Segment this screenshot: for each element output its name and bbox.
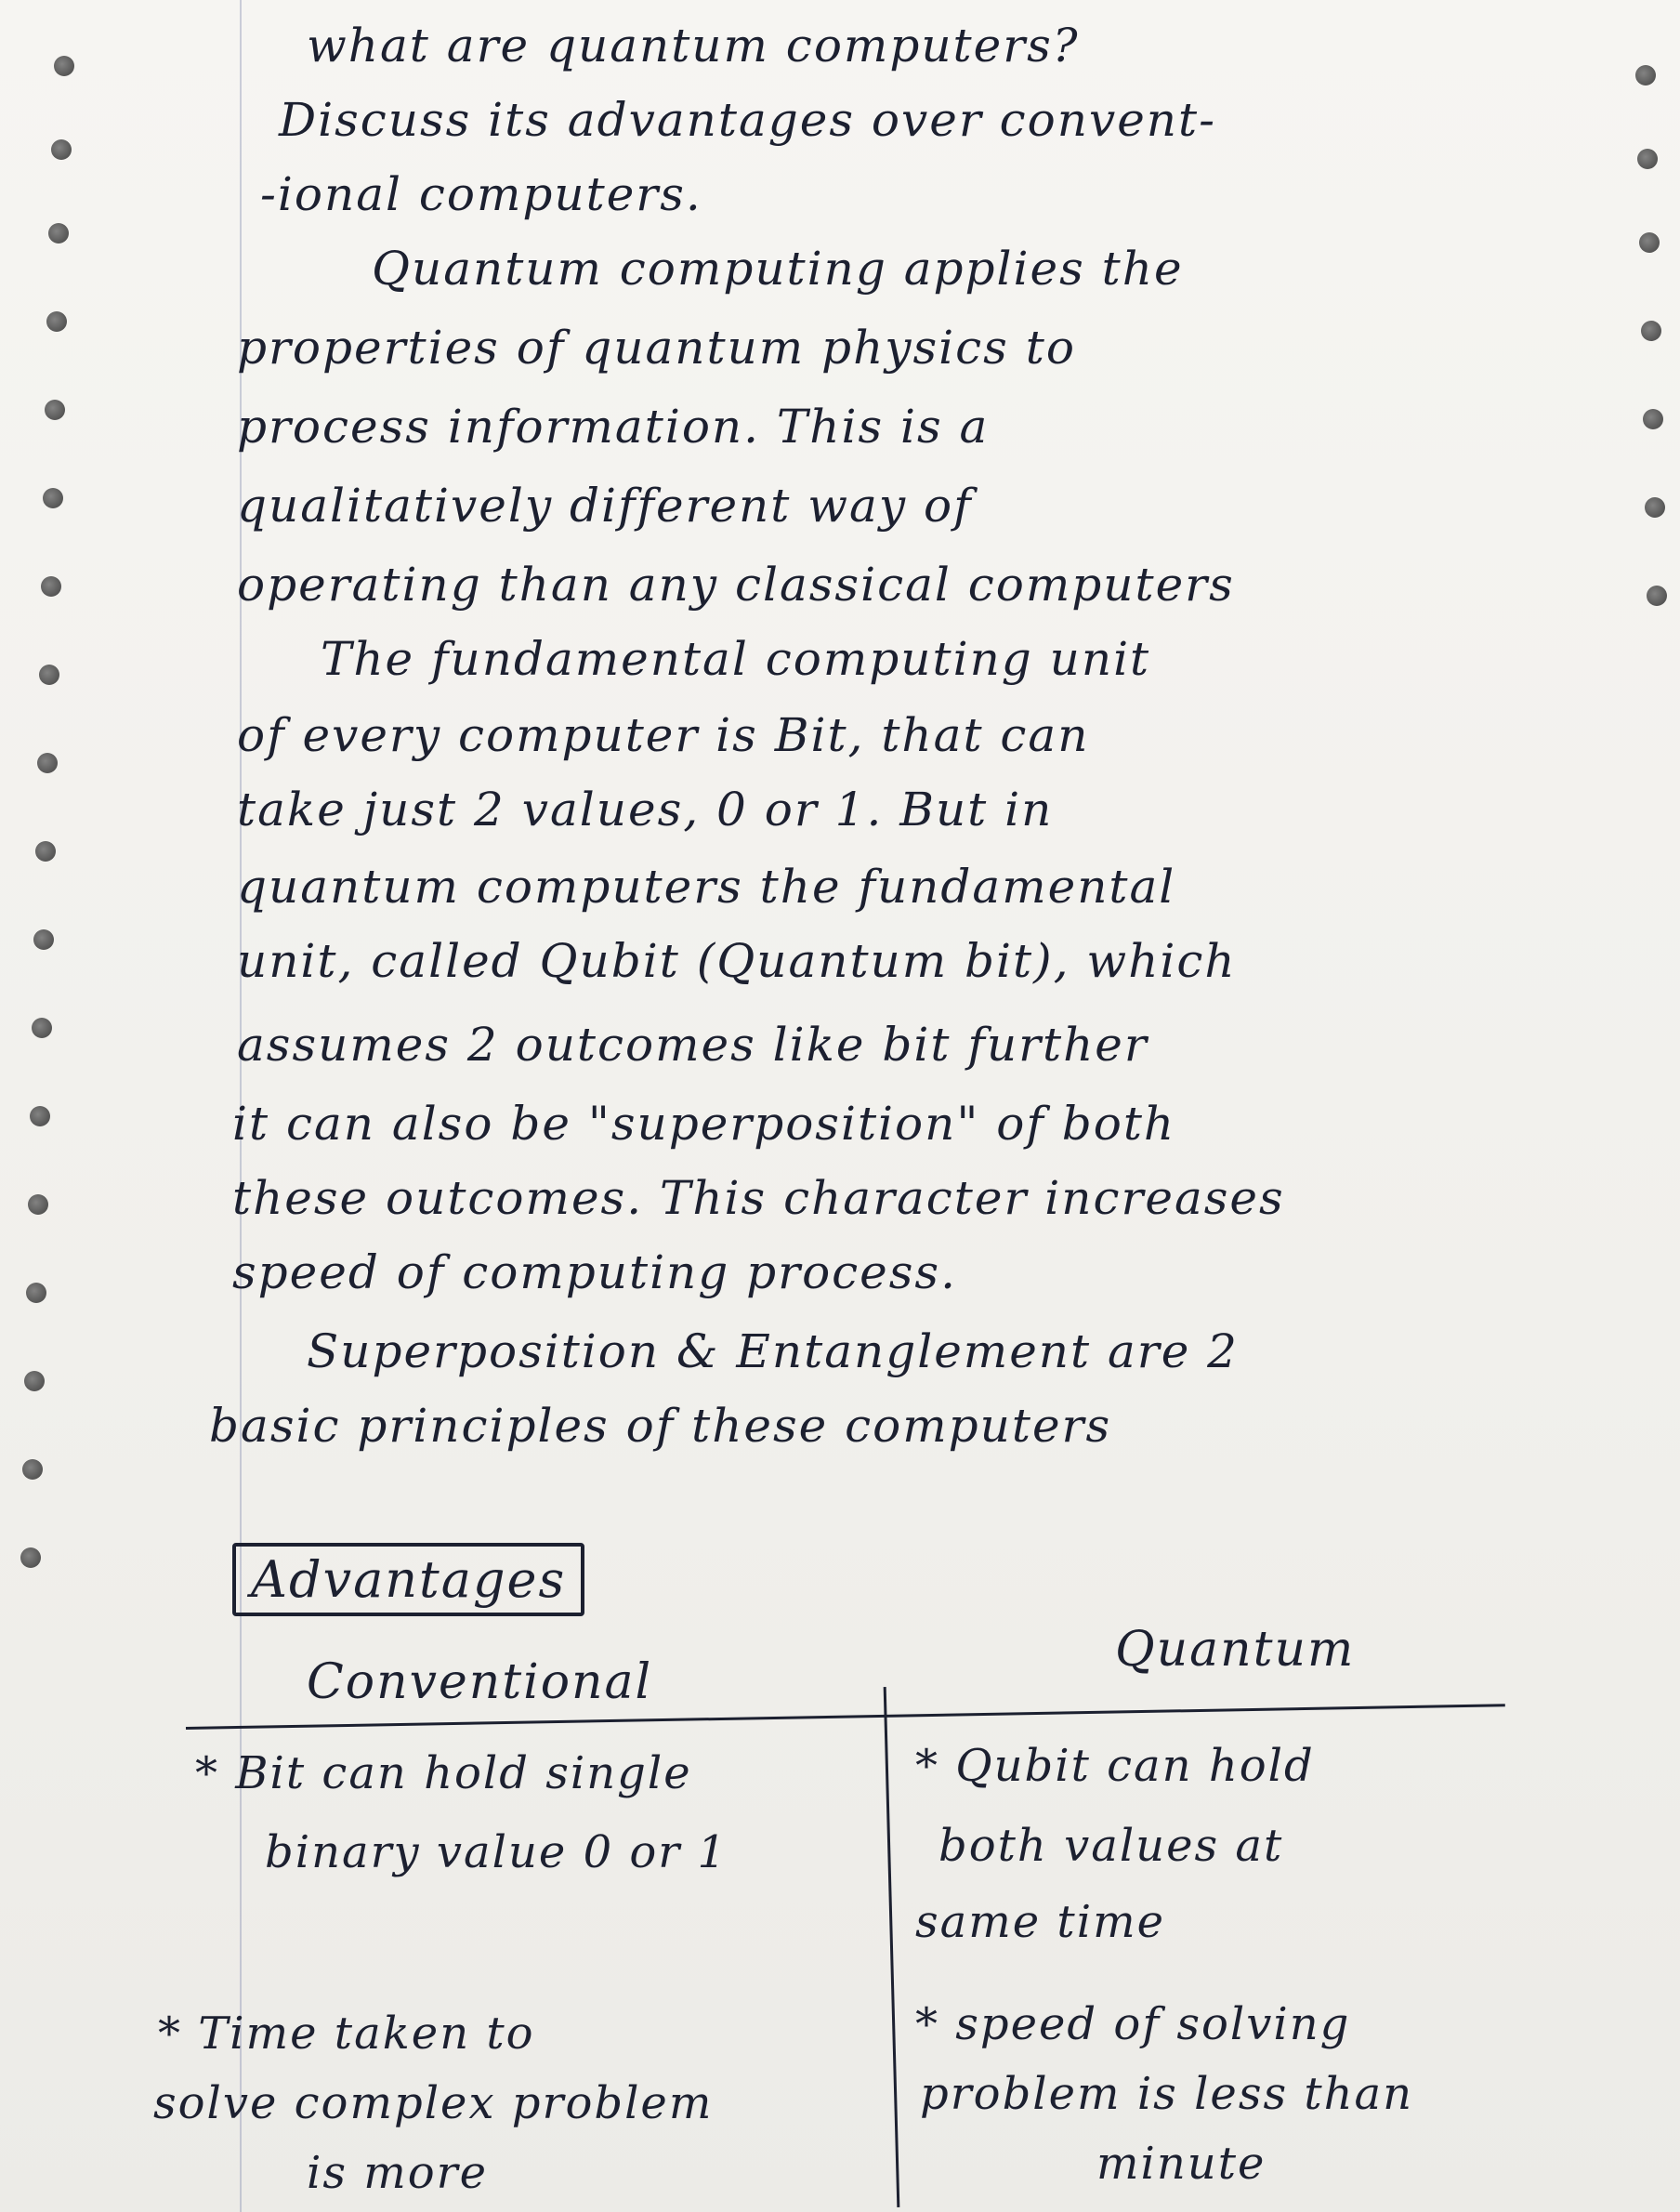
binding-hole: [22, 1459, 43, 1480]
answer-line: unit, called Qubit (Quantum bit), which: [237, 934, 1237, 988]
answer-line: The fundamental computing unit: [321, 632, 1151, 686]
answer-line: it can also be "superposition" of both: [232, 1097, 1176, 1151]
conventional-cell-line: * Time taken to: [158, 2008, 535, 2060]
quantum-cell-line: * Qubit can hold: [915, 1740, 1315, 1792]
binding-hole: [33, 929, 54, 950]
conventional-cell-line: is more: [307, 2147, 489, 2199]
answer-line: qualitatively different way of: [237, 479, 973, 533]
conventional-cell-line: solve complex problem: [153, 2077, 714, 2129]
conventional-cell-line: * Bit can hold single: [195, 1747, 692, 1799]
binding-hole: [1641, 321, 1661, 341]
answer-line: these outcomes. This character increases: [232, 1171, 1285, 1225]
binding-hole: [20, 1547, 41, 1568]
answer-line: of every computer is Bit, that can: [237, 708, 1090, 762]
quantum-cell-line: both values at: [938, 1820, 1284, 1872]
quantum-cell-line: minute: [1096, 2138, 1267, 2190]
quantum-cell-line: problem is less than: [920, 2068, 1414, 2120]
advantages-heading: Advantages: [232, 1543, 584, 1616]
question-line-3: -ional computers.: [260, 167, 702, 221]
binding-hole: [1637, 149, 1658, 169]
binding-hole: [30, 1106, 50, 1126]
quantum-column-header: Quantum: [1115, 1622, 1356, 1678]
question-line-1: what are quantum computers?: [307, 19, 1080, 72]
quantum-cell-line: same time: [915, 1896, 1165, 1948]
table-column-divider: [884, 1687, 900, 2207]
question-line-2: Discuss its advantages over convent-: [279, 93, 1216, 147]
binding-hole: [28, 1194, 48, 1215]
binding-hole: [45, 400, 65, 420]
binding-hole: [54, 56, 74, 76]
binding-hole: [37, 753, 58, 773]
answer-line: operating than any classical computers: [237, 558, 1235, 612]
binding-hole: [51, 139, 72, 160]
binding-hole: [39, 665, 59, 685]
binding-hole: [43, 488, 63, 508]
answer-line: Superposition & Entanglement are 2: [307, 1324, 1239, 1378]
binding-hole: [46, 311, 67, 332]
answer-line: assumes 2 outcomes like bit further: [237, 1018, 1148, 1072]
answer-line: properties of quantum physics to: [237, 321, 1076, 375]
binding-hole: [24, 1371, 45, 1391]
binding-hole: [41, 576, 61, 597]
answer-line: quantum computers the fundamental: [237, 860, 1176, 914]
binding-hole: [1639, 232, 1660, 253]
quantum-cell-line: * speed of solving: [915, 1998, 1351, 2050]
binding-hole: [1645, 497, 1665, 518]
answer-line: speed of computing process.: [232, 1245, 957, 1299]
answer-line: process information. This is a: [237, 400, 990, 454]
binding-hole: [35, 841, 56, 862]
answer-line: basic principles of these computers: [209, 1399, 1112, 1453]
binding-hole: [32, 1018, 52, 1038]
answer-line: take just 2 values, 0 or 1. But in: [237, 783, 1054, 836]
answer-line: Quantum computing applies the: [372, 242, 1184, 296]
binding-hole: [26, 1283, 46, 1303]
conventional-column-header: Conventional: [307, 1654, 653, 1710]
binding-hole: [1643, 409, 1663, 429]
binding-hole: [1647, 586, 1667, 606]
binding-hole: [48, 223, 69, 244]
binding-hole: [1635, 65, 1656, 86]
conventional-cell-line: binary value 0 or 1: [265, 1826, 728, 1878]
